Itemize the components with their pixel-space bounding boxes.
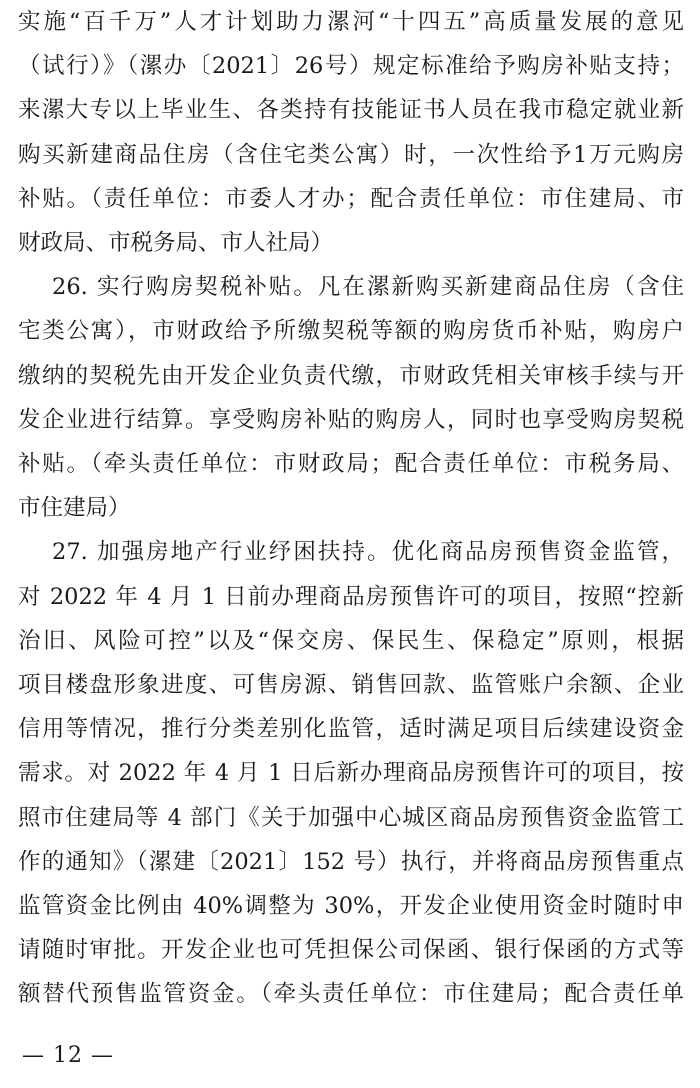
text-line-23: 额替代预售监管资金。（牵头责任单位：市住建局；配合责任单 — [18, 981, 684, 1007]
text-line-8: 宅类公寓），市财政给予所缴契税等额的购房货币补贴，购房户 — [18, 318, 684, 344]
text-line-15: 治旧、风险可控”以及“保交房、保民生、保稳定”原则，根据 — [18, 628, 684, 654]
text-line-2: （试行）》（漯办〔2021〕26号）规定标准给予购房补贴支持； — [18, 53, 684, 79]
text-line-10: 发企业进行结算。享受购房补贴的购房人，同时也享受购房契税 — [18, 407, 684, 433]
text-line-5: 补贴。（责任单位：市委人才办；配合责任单位：市住建局、市 — [18, 186, 684, 212]
text-line-11: 补贴。（牵头责任单位：市财政局；配合责任单位：市税务局、 — [18, 451, 684, 477]
text-line-1: 实施“百千万”人才计划助力漯河“十四五”高质量发展的意见 — [18, 9, 684, 35]
text-line-16: 项目楼盘形象进度、可售房源、销售回款、监管账户余额、企业 — [18, 672, 684, 698]
text-line-21: 监管资金比例由 40%调整为 30%，开发企业使用资金时随时申 — [18, 893, 684, 919]
text-line-12: 市住建局） — [18, 495, 131, 521]
text-line-17: 信用等情况，推行分类差别化监管，适时满足项目后续建设资金 — [18, 716, 684, 742]
text-line-6: 财政局、市税务局、市人社局） — [18, 230, 334, 256]
text-line-3: 来漯大专以上毕业生、各类持有技能证书人员在我市稳定就业新 — [18, 97, 684, 123]
text-line-4: 购买新建商品住房（含住宅类公寓）时，一次性给予1万元购房 — [18, 142, 684, 168]
paragraph-26-start: 26. 实行购房契税补贴。凡在漯新购买新建商品住房（含住 — [52, 274, 684, 300]
paragraph-27-start: 27. 加强房地产行业纾困扶持。优化商品房预售资金监管， — [52, 539, 684, 565]
text-line-20: 作的通知》（漯建〔2021〕152 号）执行，并将商品房预售重点 — [18, 849, 684, 875]
text-line-14: 对 2022 年 4 月 1 日前办理商品房预售许可的项目，按照“控新 — [18, 584, 684, 610]
text-line-19: 照市住建局等 4 部门《关于加强中心城区商品房预售资金监管工 — [18, 805, 684, 831]
text-line-18: 需求。对 2022 年 4 月 1 日后新办理商品房预售许可的项目，按 — [18, 760, 684, 786]
page-number: — 12 — — [22, 1043, 114, 1068]
text-line-9: 缴纳的契税先由开发企业负责代缴，市财政凭相关审核手续与开 — [18, 363, 684, 389]
text-line-22: 请随时审批。开发企业也可凭担保公司保函、银行保函的方式等 — [18, 937, 684, 963]
